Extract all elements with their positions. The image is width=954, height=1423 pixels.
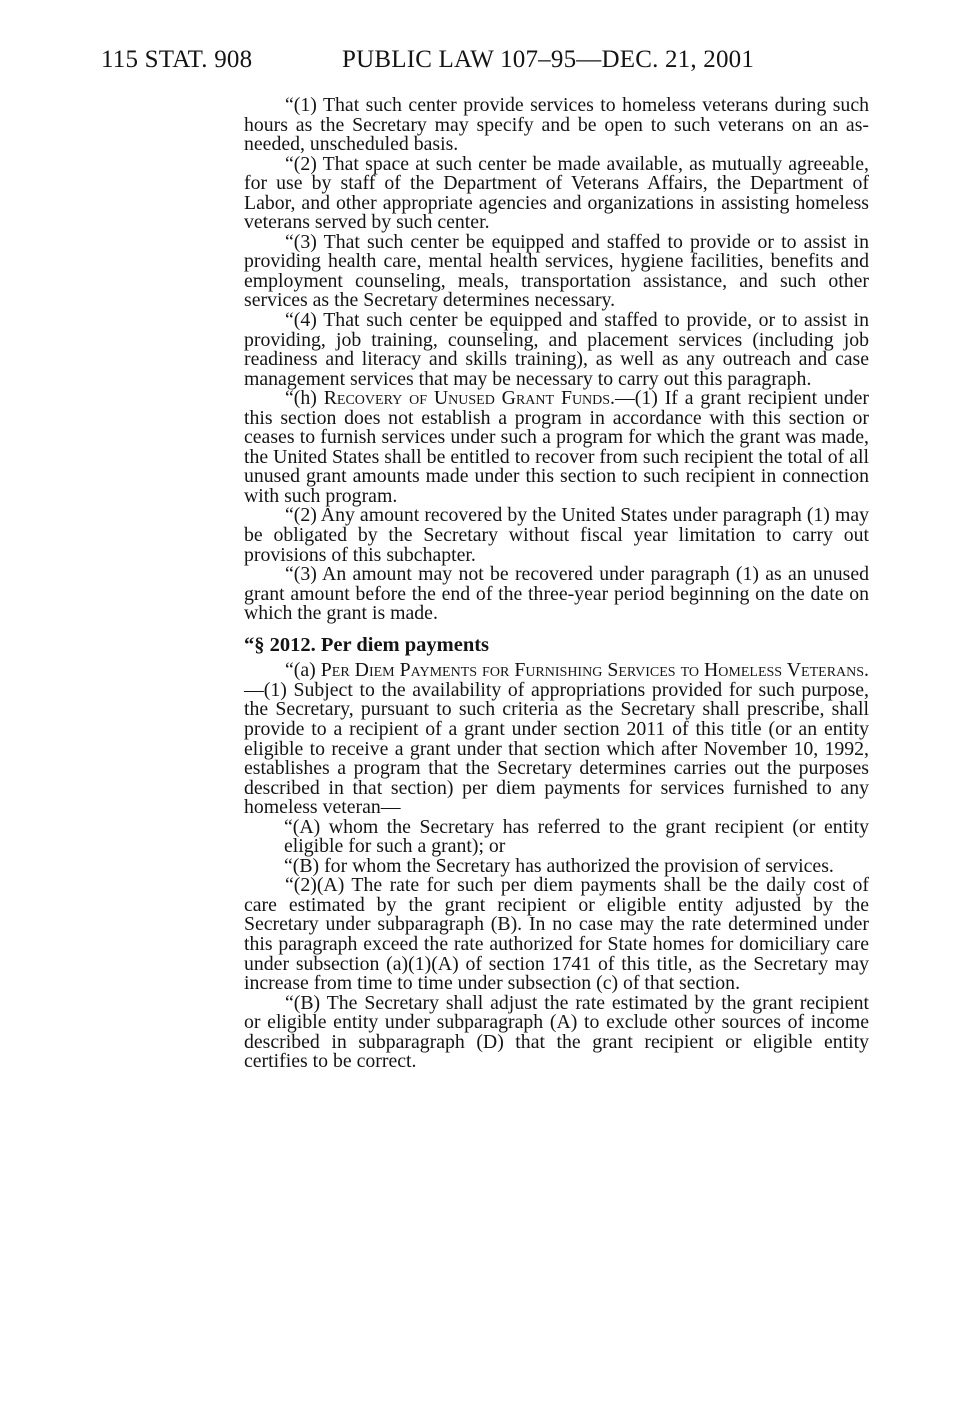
paragraph-h2: “(2) Any amount recovered by the United States under paragraph (1) may be obligated by the Secretary without fiscal year limitation to carry out provisions of this subchapter. [244, 504, 869, 566]
subsection-h-prefix: “(h) [285, 387, 324, 410]
paragraph-a2A: “(2)(A) The rate for such per diem payments shall be the daily cost of care estimated by the grant recipient or eligible entity adjusted by the Secretary under subparagraph (B). In no case may the rate determined under this paragraph exceed the rate authorized for State homes for domiciliary care under subsection (a)(1)(A) of section 1741 of this title, as the Secretary may increase from time to time under subsection (c) of that section. [244, 874, 869, 995]
running-head: PUBLIC LAW 107–95—DEC. 21, 2001 [342, 46, 755, 73]
paragraph-h3: “(3) An amount may not be recovered under paragraph (1) as an unused grant amount before the end of the three-year period beginning on the date on which the grant is made. [244, 563, 869, 625]
subsection-h-heading: Recovery of Unused Grant Funds. [323, 387, 616, 410]
subparagraph-a-B: “(B) for whom the Secretary has authorized the provision of services. [284, 854, 834, 877]
paragraph-a2B: “(B) The Secretary shall adjust the rate estimated by the grant recipient or eligible entity under subparagraph (A) to exclude other sources of income described in subparagraph (D) that the grant recipient or eligible entity certifies to be correct. [244, 991, 869, 1073]
paragraph-g3: “(3) That such center be equipped and staffed to provide or to assist in providing health care, mental health services, hygiene facilities, benefits and employment counseling, meals, transportation assistance, and such other services as the Secretary determines necessary. [244, 230, 869, 312]
subsection-a-prefix: “(a) [285, 659, 321, 682]
subsection-a-text: —(1) Subject to the availability of appropriations provided for such purpose, the Secretary, pursuant to such criteria as the Secretary shall prescribe, shall provide to a recipient of a grant under section 2011 of this title (or an entity eligible to receive a grant under that section which after November 10, 1992, establishes a program that the Secretary determines carries out the purposes described in that section) per diem payments for services furnished to any homeless veteran— [244, 678, 869, 819]
subparagraph-a-A: “(A) whom the Secretary has referred to the grant recipient (or entity eligible for such a grant); or [284, 815, 869, 858]
subsection-h-text: —(1) If a grant recipient under this section does not establish a program in accordance with this section or ceases to furnish services under such a program for which the grant was made, the United States shall be entitled to recover from such recipient the total of all unused grant amounts made under this section to such recipient in connection with such program. [244, 387, 870, 507]
section-heading: “§ 2012. Per diem payments [244, 633, 490, 656]
paragraph-g4: “(4) That such center be equipped and staffed to provide, or to assist in providing, job training, counseling, and placement services (including job readiness and literacy and skills training), as well as any outreach and case management services that may be necessary to carry out this paragraph. [244, 309, 869, 390]
paragraph-g1: “(1) That such center provide services to homeless veterans during such hours as the Secretary may specify and be open to such veterans on an as-needed, unscheduled basis. [244, 94, 869, 156]
page-stat-number: 115 STAT. 908 [101, 46, 253, 73]
statute-text [244, 96, 869, 1072]
subsection-a [244, 661, 869, 817]
subsection-h [244, 389, 869, 506]
paragraph-g2: “(2) That space at such center be made available, as mutually agreeable, for use by staff of the Department of Veterans Affairs, the Department of Labor, and other appropriate agencies and organizations in assisting homeless veterans served by such center. [244, 152, 869, 234]
subsection-a-heading: Per Diem Payments for Furnishing Services to Homeless Veterans. [320, 659, 869, 682]
